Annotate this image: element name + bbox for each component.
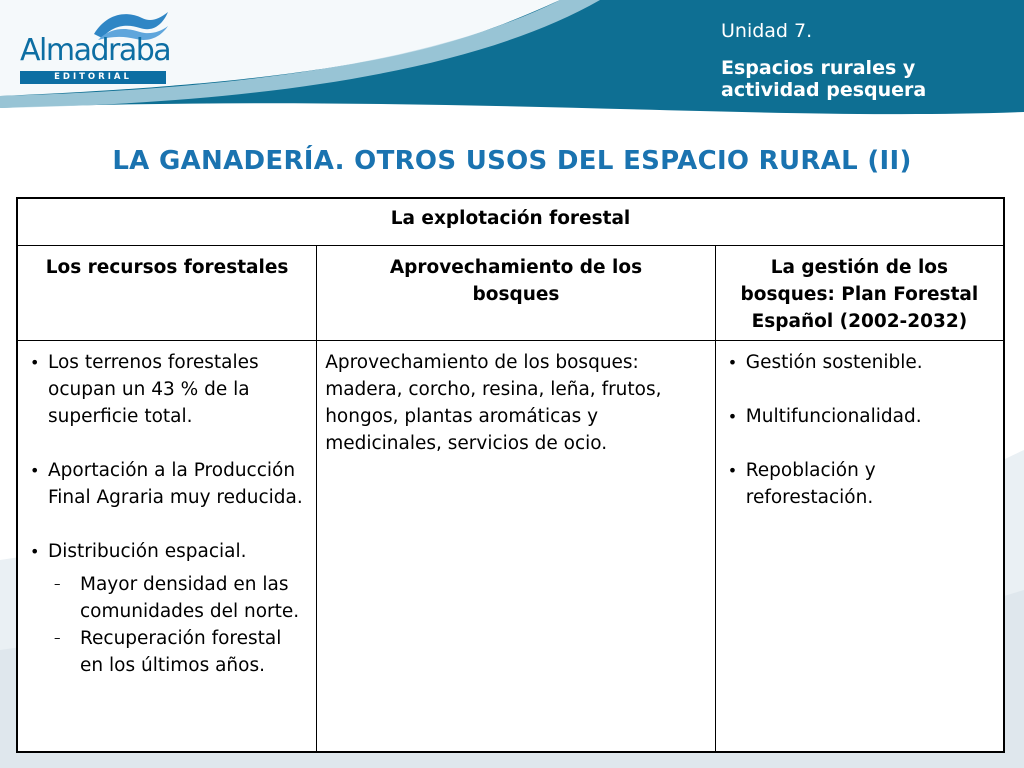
list-item: • Repoblación y reforestación. [724,457,995,511]
table-body-row [17,341,1004,753]
column-header: Aprovechamiento de los bosques [317,246,716,341]
forest-use-cell [317,341,716,753]
list-item: • Los terrenos forestales ocupan un 43 % de la superficie total. [26,349,308,430]
list-item: • Aportación a la Producción Final Agraria muy reducida. [26,457,308,511]
table-caption-row [17,198,1004,246]
list-item: • Gestión sostenible. [724,349,995,376]
almadraba-logo [20,8,170,80]
column-header: La gestión de los bosques: Plan Forestal Español (2002-2032) [715,246,1004,341]
bullet-list [724,349,995,511]
sub-list-item: – Recuperación forestal en los últimos años. [48,625,308,679]
list-item: • Distribución espacial. [26,538,308,565]
forestry-table [16,197,1005,753]
forest-management-cell [715,341,1004,753]
logo-subtitle: EDITORIAL [20,71,166,84]
logo-text: Almadraba [20,33,171,68]
bullet-list [26,349,308,565]
table-header-row [17,246,1004,341]
sub-list [48,571,308,679]
sub-list-item: – Mayor densidad en las comunidades del norte. [48,571,308,625]
list-item: • Multifuncionalidad. [724,403,995,430]
table-caption: La explotación forestal [17,198,1004,246]
column-header: Los recursos forestales [17,246,317,341]
page-title: LA GANADERÍA. OTROS USOS DEL ESPACIO RURAL (II) [112,146,912,176]
forest-use-text: Aprovechamiento de los bosques: madera, corcho, resina, leña, frutos, hongos, plantas aromáticas y medicinales, servicios de ocio. [325,352,662,454]
unit-subtitle: Espacios rurales y actividad pesquera [721,57,927,101]
unit-title: Unidad 7. [721,20,813,42]
forest-resources-cell [17,341,317,753]
